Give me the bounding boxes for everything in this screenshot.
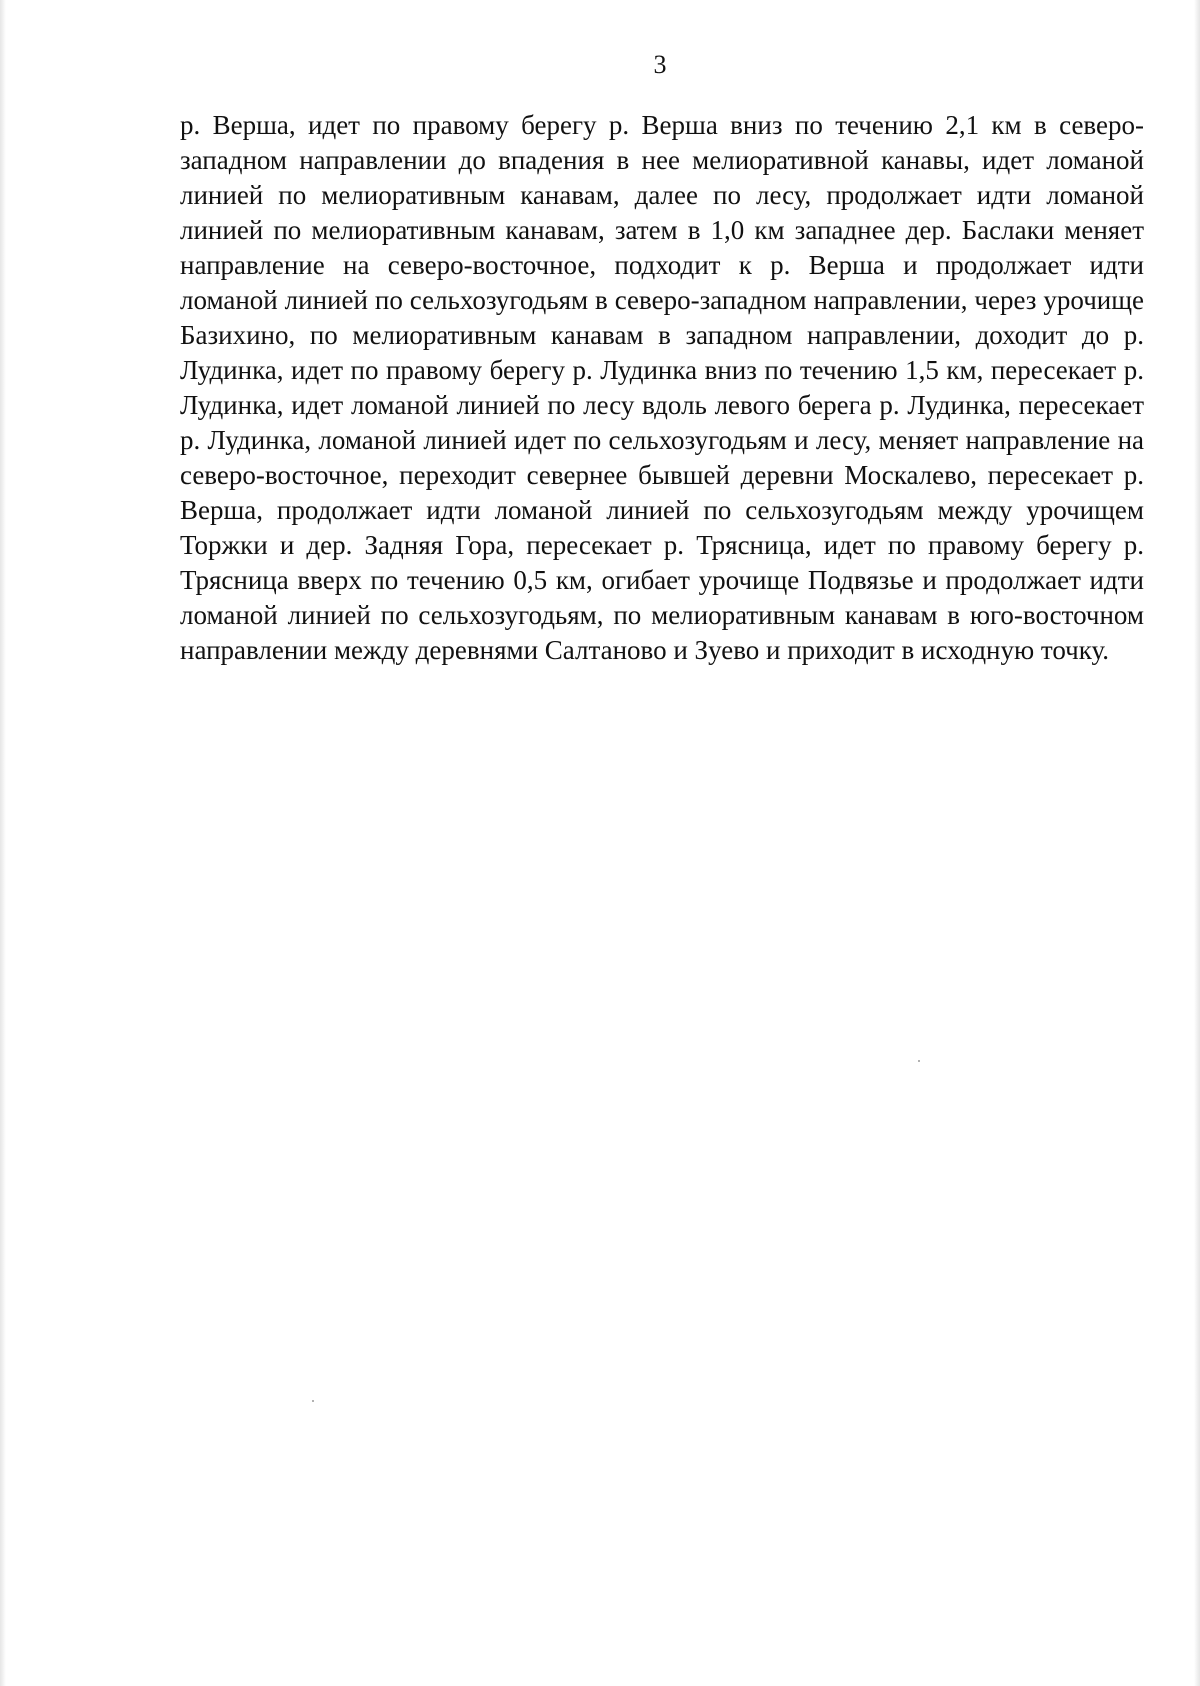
scan-edge-left: [0, 0, 6, 1686]
scan-speck: [312, 1400, 314, 1402]
page-number: 3: [653, 50, 667, 79]
scan-speck: [918, 1060, 920, 1062]
scan-edge-right: [1194, 0, 1200, 1686]
body-paragraph: р. Верша, идет по правому берегу р. Верша вниз по течению 2,1 км в северо-западном направлении до впадения в нее мелиоративной канавы, идет ломаной линией по мелиоративным канавам, далее по лесу, продолжает идти ломаной линией по мелиоративным канавам, затем в 1,0 км западнее дер. Баслаки меняет направление на северо-восточное, подходит к р. Верша и продолжает идти ломаной линией по сельхозугодьям в северо-западном направлении, через урочище Базихино, по мелиоративным канавам в западном направлении, доходит до р. Лудинка, идет по правому берегу р. Лудинка вниз по течению 1,5 км, пересекает р. Лудинка, идет ломаной линией по лесу вдоль левого берега р. Лудинка, пересекает р. Лудинка, ломаной линией идет по сельхозугодьям и лесу, меняет направление на северо-восточное, переходит севернее бывшей деревни Москалево, пересекает р. Верша, продолжает идти ломаной линией по сельхозугодьям между урочищем Торжки и дер. Задняя Гора, пересекает р. Трясница, идет по правому берегу р. Трясница вверх по течению 0,5 км, огибает урочище Подвязье и продолжает идти ломаной линией по сельхозугодьям, по мелиоративным канавам в юго-восточном направлении между деревнями Салтаново и Зуево и приходит в исходную точку.: [180, 110, 1144, 665]
